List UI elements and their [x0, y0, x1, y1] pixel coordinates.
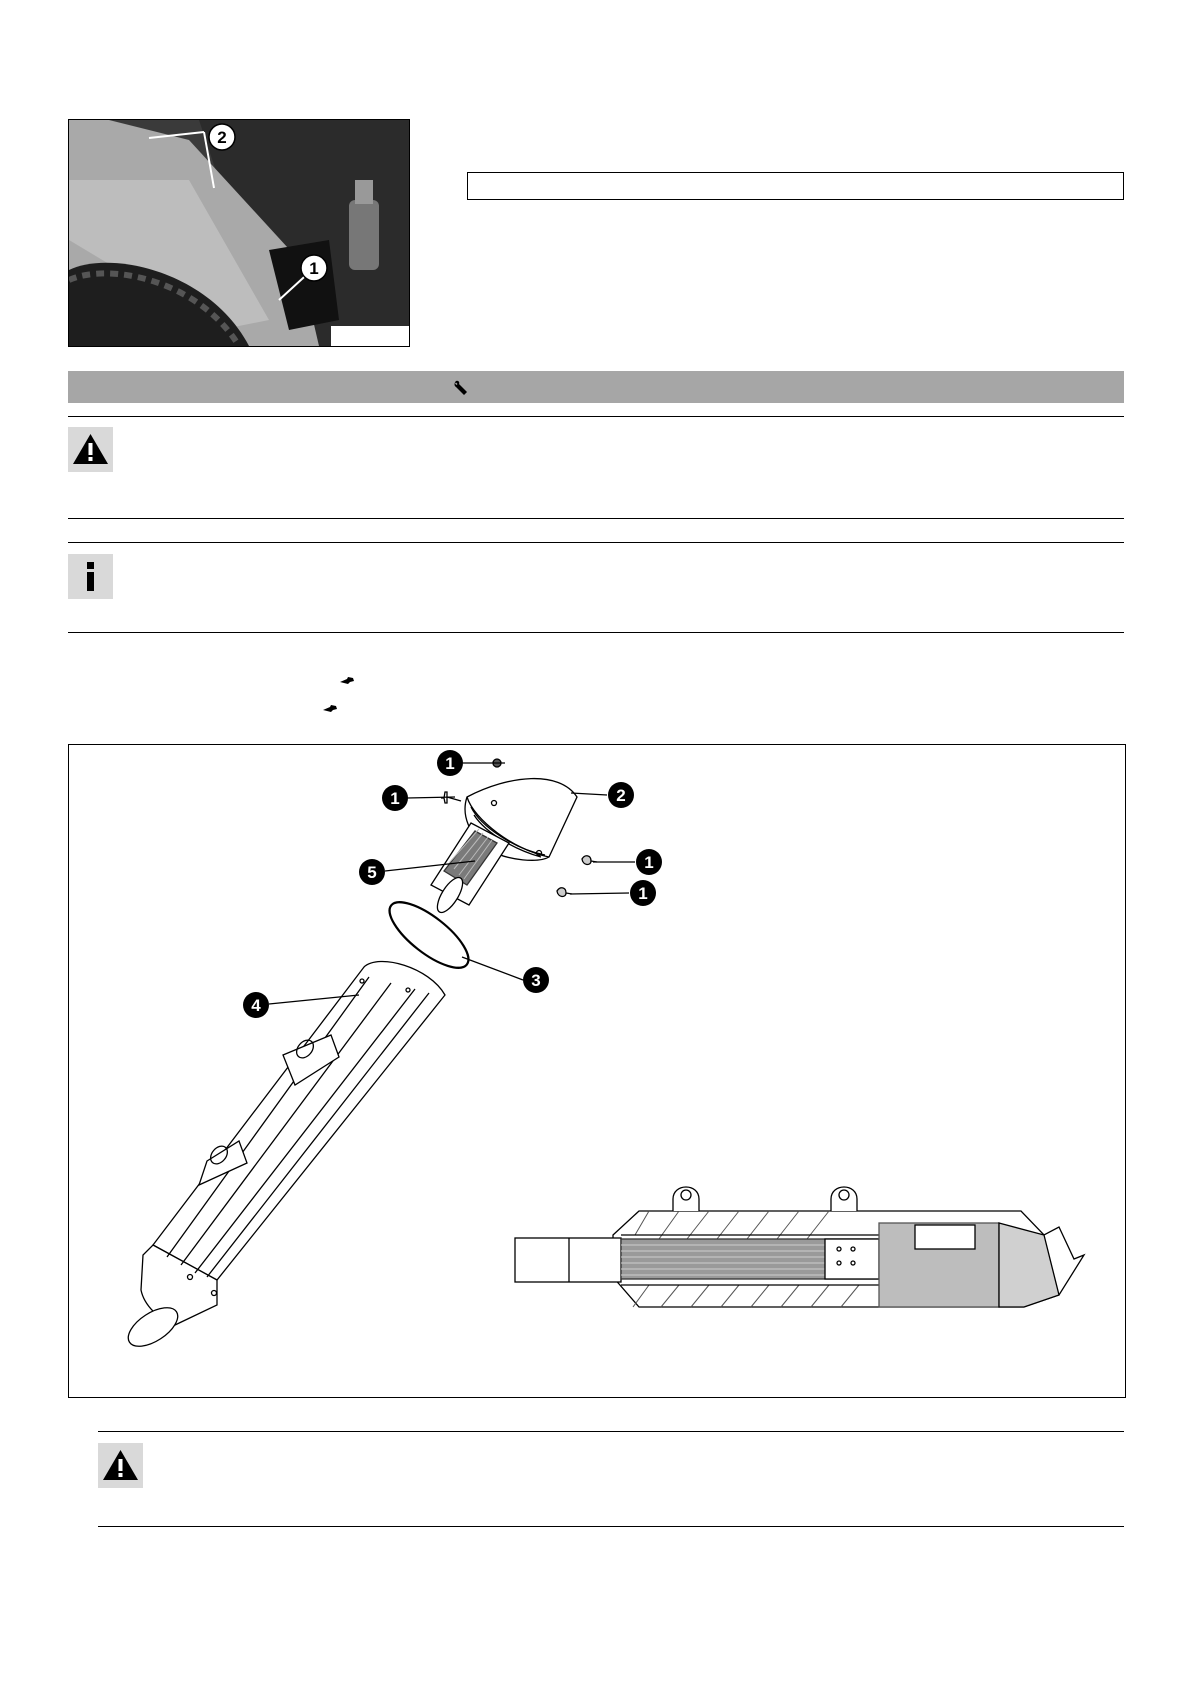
- photo-callout-1: 1: [309, 259, 319, 278]
- muffler-photo: [68, 119, 410, 347]
- divider: [68, 416, 1124, 417]
- divider: [68, 518, 1124, 519]
- callout-1: 1: [638, 884, 648, 903]
- muffler-exploded-figure: [68, 744, 1126, 1398]
- callout-2: 2: [616, 786, 626, 805]
- torque-wrench-icon: [339, 676, 355, 686]
- divider: [68, 632, 1124, 633]
- wrench-icon: [453, 380, 469, 396]
- divider: [98, 1526, 1124, 1527]
- info-icon: [68, 554, 113, 599]
- callout-1: 1: [445, 754, 455, 773]
- warning-triangle-icon: [68, 427, 113, 472]
- callout-1: 1: [390, 789, 400, 808]
- info-note-icon: [68, 554, 113, 599]
- divider: [98, 1431, 1124, 1432]
- callout-4: 4: [251, 996, 261, 1015]
- spec-box: [467, 172, 1124, 200]
- callout-5: 5: [367, 863, 377, 882]
- warning-triangle-icon: [98, 1443, 143, 1488]
- photo-callout-2: 2: [217, 128, 227, 147]
- warning-note-icon: [98, 1443, 143, 1488]
- warning-note-icon: [68, 427, 113, 472]
- torque-wrench-icon: [322, 704, 338, 714]
- callout-3: 3: [531, 971, 541, 990]
- divider: [68, 542, 1124, 543]
- callout-1: 1: [644, 853, 654, 872]
- section-band: [68, 371, 1124, 403]
